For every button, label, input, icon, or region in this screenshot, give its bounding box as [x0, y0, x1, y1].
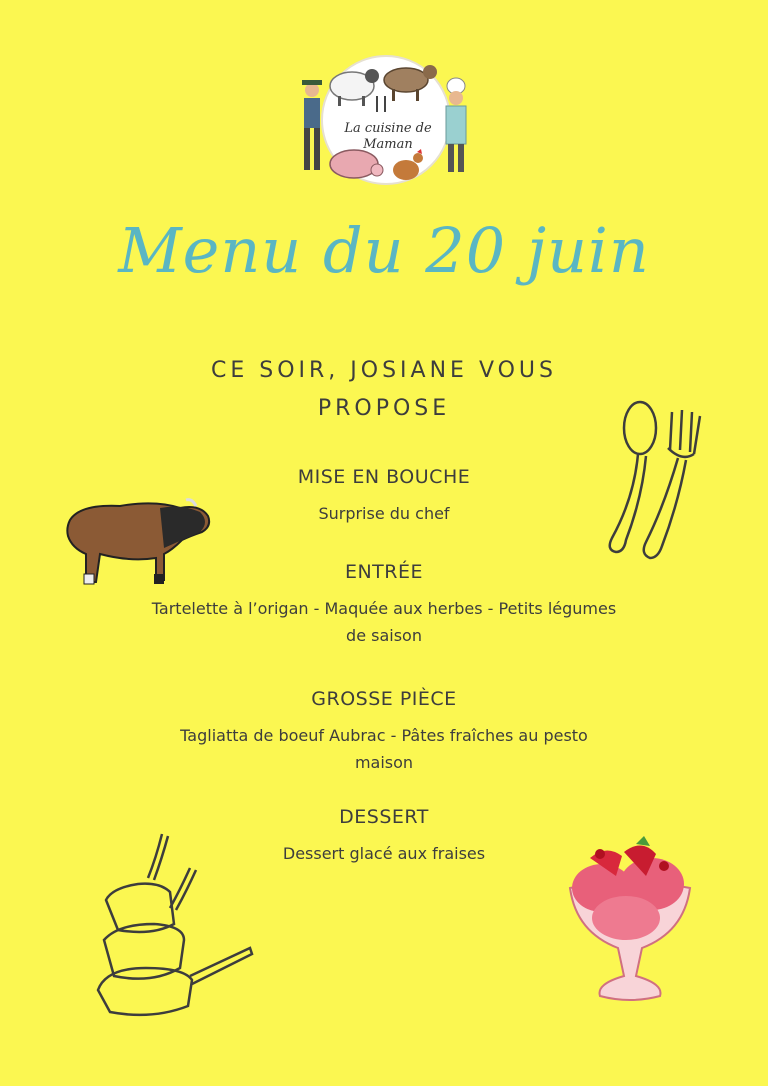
section-text: Tagliatta de boeuf Aubrac - Pâtes fraîches au pesto maison: [180, 726, 588, 772]
menu-title: Menu du 20 juin: [118, 214, 650, 287]
section-text: Surprise du chef: [318, 504, 450, 523]
section-heading: GROSSE PIÈCE: [311, 688, 457, 710]
ice-cream-sundae-icon: [560, 836, 700, 1008]
section-text: Dessert glacé aux fraises: [282, 844, 486, 863]
section-text: Tartelette à l’origan - Maquée aux herbes - Petits légumes de saison: [151, 599, 617, 645]
section-heading: ENTRÉE: [344, 561, 424, 583]
logo-text-line1: La cuisine de: [344, 121, 432, 136]
cutlery-icon: [590, 398, 710, 563]
section-heading: DESSERT: [339, 806, 429, 828]
farm-logo-icon: [284, 52, 484, 197]
section-heading: MISE EN BOUCHE: [297, 466, 471, 488]
logo-text-line2: Maman: [363, 137, 413, 152]
pots-icon: [92, 828, 257, 1018]
intro-text: CE SOIR, JOSIANE VOUS PROPOSE: [210, 358, 557, 421]
bull-icon: [60, 492, 214, 592]
menu-section-grosse-piece: [130, 688, 638, 776]
